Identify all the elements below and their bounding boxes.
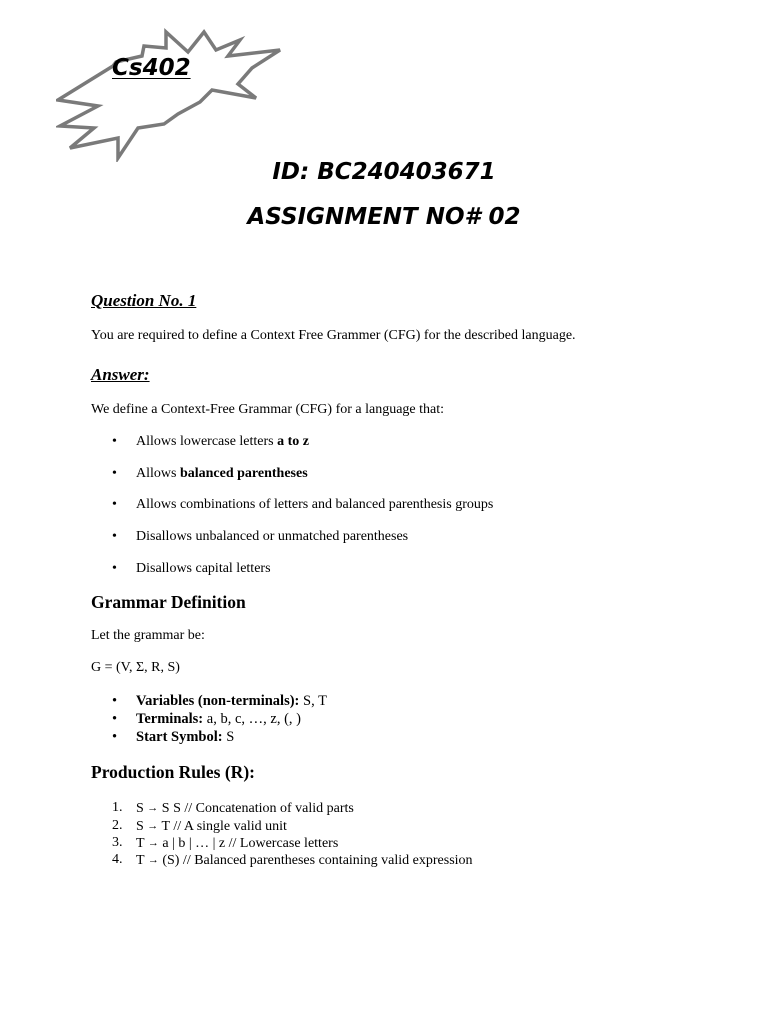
question-heading: Question No. 1: [91, 291, 197, 310]
arrow-icon: →: [147, 837, 159, 850]
document-body: [91, 288, 731, 870]
list-item: • Disallows capital letters: [91, 559, 731, 579]
grammar-definition-heading: Grammar Definition: [91, 592, 246, 613]
answer-heading: Answer:: [91, 365, 150, 384]
grammar-components-list: [91, 692, 731, 746]
grammar-tuple: G = (V, Σ, R, S): [91, 660, 180, 676]
list-item: 3. T → a | b | … | z // Lowercase letters: [112, 835, 339, 852]
starburst-shape: [56, 28, 284, 162]
arrow-icon: →: [147, 854, 159, 867]
assignment-title: ASSIGNMENT NO# 02: [247, 204, 521, 230]
student-id: ID: BC240403671: [272, 159, 496, 185]
list-item: • Variables (non-terminals): S, T: [91, 692, 731, 710]
requirements-list: [91, 432, 731, 579]
answer-intro: We define a Context-Free Grammar (CFG) for a language that:: [91, 402, 445, 417]
list-item: • Allows lowercase letters a to z: [91, 432, 731, 452]
list-item: • Terminals: a, b, c, …, z, (, ): [91, 710, 731, 728]
list-item: • Allows combinations of letters and balanced parenthesis groups: [91, 495, 731, 515]
list-item: • Allows balanced parentheses: [91, 464, 731, 484]
list-item: 2. S → T // A single valid unit: [112, 817, 287, 834]
list-item: • Start Symbol: S: [91, 728, 731, 746]
question-prompt: You are required to define a Context Free Grammer (CFG) for the described language.: [91, 328, 576, 343]
course-code: Cs402: [112, 55, 191, 81]
arrow-icon: →: [147, 802, 159, 815]
list-item: • Disallows unbalanced or unmatched parentheses: [91, 527, 731, 547]
production-rules-list: [91, 800, 731, 869]
grammar-intro: Let the grammar be:: [91, 628, 205, 644]
arrow-icon: →: [147, 819, 159, 832]
list-item: 4. T → (S) // Balanced parentheses containing valid expression: [112, 852, 473, 869]
list-item: 1. S → S S // Concatenation of valid parts: [112, 800, 354, 817]
production-rules-heading: Production Rules (R):: [91, 762, 255, 783]
